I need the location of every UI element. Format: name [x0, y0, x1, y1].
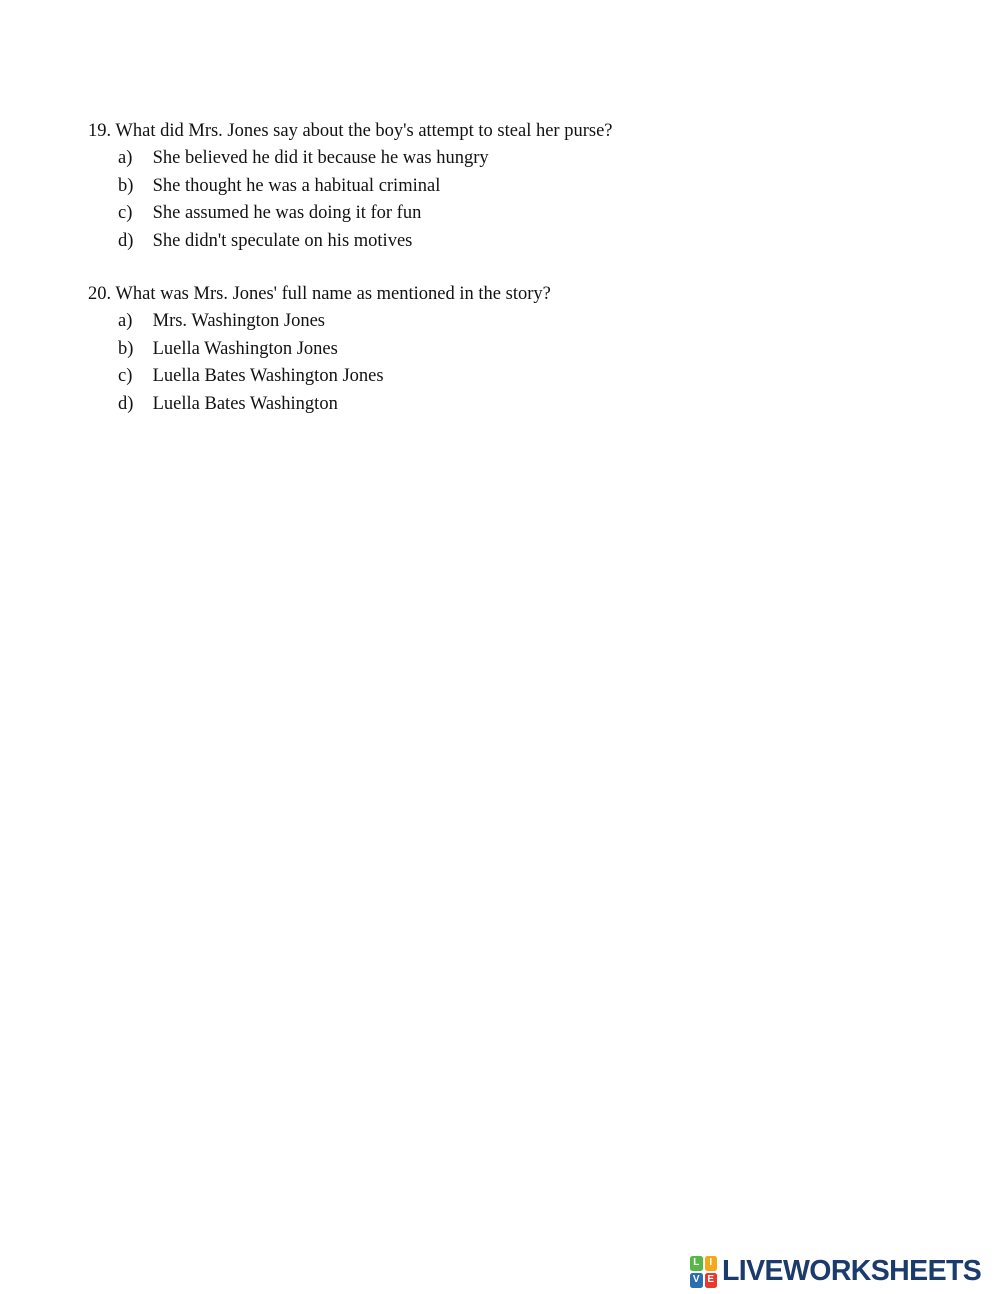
option-text: She assumed he was doing it for fun [152, 203, 422, 224]
option-19-a[interactable] [88, 145, 948, 172]
option-letter: c) [118, 366, 133, 387]
option-text: Luella Bates Washington Jones [152, 366, 384, 387]
option-20-b[interactable] [88, 336, 948, 363]
question-number: 19. [88, 121, 112, 141]
option-letter: c) [118, 203, 133, 224]
logo-tile-e: E [705, 1273, 718, 1288]
question-20 [88, 281, 948, 418]
liveworksheets-logo[interactable] [690, 1255, 981, 1288]
option-20-a[interactable] [88, 308, 948, 335]
option-20-c[interactable] [88, 363, 948, 390]
option-text: She didn't speculate on his motives [152, 230, 413, 251]
option-letter: a) [118, 311, 133, 332]
option-19-d[interactable] [88, 228, 948, 255]
option-letter: a) [118, 148, 133, 169]
question-number: 20. [88, 284, 112, 305]
question-text: What was Mrs. Jones' full name as mentioned in the story? [115, 284, 551, 305]
logo-tile-v: V [690, 1273, 703, 1288]
liveworksheets-icon [690, 1256, 717, 1288]
option-text: Luella Bates Washington [152, 393, 338, 414]
question-19-line [88, 118, 948, 145]
option-letter: b) [118, 338, 134, 359]
question-20-line [88, 281, 948, 308]
liveworksheets-wordmark: LIVEWORKSHEETS [722, 1255, 982, 1288]
logo-tile-i: I [705, 1256, 718, 1271]
logo-tile-l: L [690, 1256, 703, 1271]
question-19 [88, 118, 948, 255]
option-19-b[interactable] [88, 173, 948, 200]
option-letter: d) [118, 230, 134, 251]
option-20-d[interactable] [88, 391, 948, 418]
question-20-options [88, 308, 948, 418]
option-text: Luella Washington Jones [152, 338, 338, 359]
option-text: She thought he was a habitual criminal [152, 175, 441, 196]
question-text: What did Mrs. Jones say about the boy's attempt to steal her purse? [115, 121, 613, 141]
option-19-c[interactable] [88, 200, 948, 227]
worksheet-page-content [88, 118, 948, 418]
option-letter: d) [118, 393, 134, 414]
option-text: She believed he did it because he was hungry [152, 148, 489, 169]
option-text: Mrs. Washington Jones [152, 311, 326, 332]
question-19-options [88, 145, 948, 255]
option-letter: b) [118, 175, 134, 196]
